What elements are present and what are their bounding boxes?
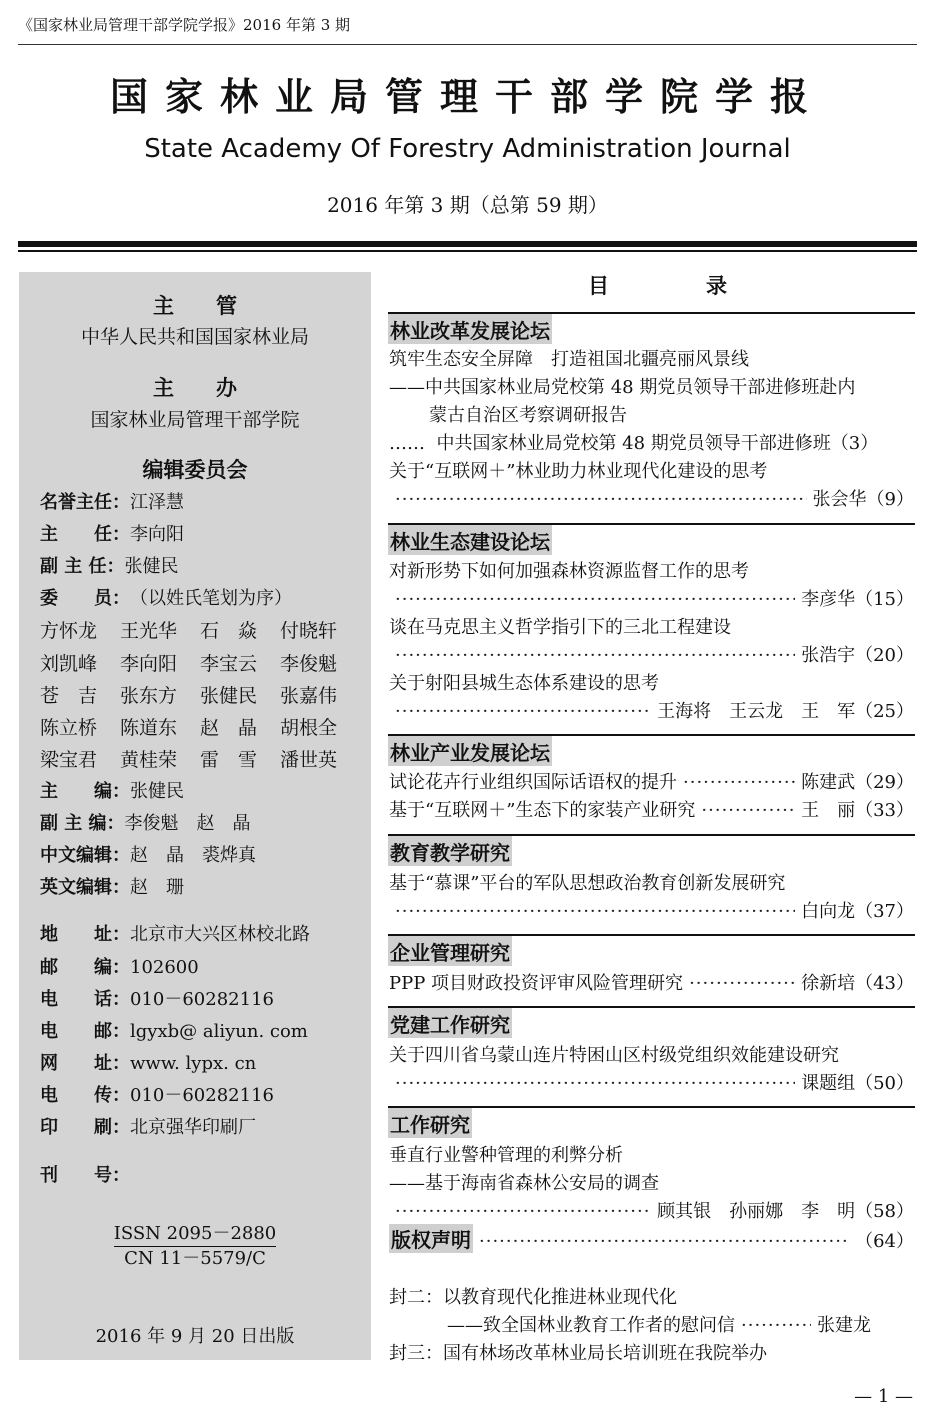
contact-row: 电 话：010－60282116: [40, 989, 274, 1010]
contact-row: 印 刷：北京强华印刷厂: [40, 1117, 256, 1138]
cn-number: CN 11－5579/C: [124, 1248, 266, 1269]
supervisor: 中华人民共和国国家林业局: [80, 326, 309, 348]
toc-entry[interactable]: 试论花卉行业组织国际话语权的提升 ····· 陈建武（29）: [389, 768, 914, 794]
toc-entry-author: ····· 课题组（50）: [389, 1069, 914, 1095]
toc-entry-author: ····· 张浩宇（20）: [389, 641, 914, 667]
issue-line: 2016 年第 3 期（总第 59 期）: [327, 193, 608, 217]
sponsor: 国家林业局管理干部学院: [90, 409, 300, 431]
toc-entry-title[interactable]: 关于四川省乌蒙山连片特困山区村级党组织效能建设研究: [389, 1045, 839, 1066]
toc-entry[interactable]: 基于“互联网＋”生态下的家装产业研究 ····· 王 丽（33）: [389, 796, 914, 822]
sponsor-heading: 主 办: [153, 375, 237, 400]
toc-entry-author: ····· 李彦华（15）: [389, 585, 914, 611]
page-number: — 1 —: [854, 1386, 913, 1407]
toc-entry-title[interactable]: 筑牢生态安全屏障 打造祖国北疆亮丽风景线: [389, 349, 749, 370]
board-heading: 编辑委员会: [142, 457, 248, 482]
toc-entry-author: …… 中共国家林业局党校第 48 期党员领导干部进修班（3）: [389, 433, 879, 454]
issn: ISSN 2095－2880: [114, 1222, 277, 1247]
issn-block: [19, 1222, 371, 1271]
masthead-rule-thin: [18, 250, 917, 252]
toc-entry-title[interactable]: 基于“慕课”平台的军队思想政治教育创新发展研究: [389, 873, 786, 894]
supervisor-heading: 主 管: [153, 293, 237, 318]
cover2-subentry: ——致全国林业教育工作者的慰问信 ····· 张建龙: [389, 1311, 914, 1337]
toc-entry-author: ····· 王海将 王云龙 王 军（25）: [389, 697, 914, 723]
contact-row: 邮 编：102600: [40, 957, 199, 978]
board-row: 主 任：李向阳: [40, 524, 184, 545]
editor-row: 主 编：张健民: [40, 781, 184, 802]
cover3-entry[interactable]: 封三：国有林场改革林业局长培训班在我院举办: [389, 1343, 767, 1364]
member-row: 陈立桥 陈道东 赵 晶 胡根全: [40, 717, 338, 739]
member-row: 梁宝君 黄桂荣 雷 雪 潘世英: [40, 749, 338, 771]
publication-date: 2016 年 9 月 20 日出版: [95, 1326, 295, 1347]
contact-row: 刊 号：: [40, 1165, 130, 1186]
board-row: 副 主 任：张健民: [40, 556, 179, 577]
toc-copyright-entry[interactable]: 版权声明 ····· （64）: [389, 1224, 914, 1253]
toc-entry-title[interactable]: 对新形势下如何加强森林资源监督工作的思考: [389, 561, 749, 582]
toc-entry-subtitle: ——基于海南省森林公安局的调查: [389, 1173, 659, 1194]
toc-entry-title[interactable]: 关于“互联网＋”林业助力林业现代化建设的思考: [389, 461, 768, 482]
toc-section: 企业管理研究: [388, 934, 915, 966]
member-row: 刘凯峰 李向阳 李宝云 李俊魁: [40, 653, 338, 675]
toc-entry[interactable]: PPP 项目财政投资评审风险管理研究 ····· 徐新培（43）: [389, 969, 914, 995]
toc-entry-title[interactable]: 关于射阳县城生态体系建设的思考: [389, 673, 659, 694]
toc-title: 目 录: [588, 273, 765, 298]
editor-row: 英文编辑：赵 珊: [40, 877, 184, 898]
toc-entry-author: ····· 顾其银 孙丽娜 李 明（58）: [389, 1197, 914, 1223]
toc-section: 林业产业发展论坛: [388, 734, 915, 766]
toc-section: 教育教学研究: [388, 834, 915, 866]
member-row: 苍 吉 张东方 张健民 张嘉伟: [40, 685, 338, 707]
toc-section: 林业改革发展论坛: [388, 312, 915, 344]
editor-row: 副 主 编：李俊魁 赵 晶: [40, 813, 251, 834]
toc-entry-title[interactable]: 谈在马克思主义哲学指引下的三北工程建设: [389, 617, 731, 638]
toc-section: 工作研究: [388, 1106, 915, 1138]
contact-row: 电 邮：lgyxb@ aliyun. com: [40, 1021, 308, 1042]
toc-entry-title[interactable]: 垂直行业警种管理的利弊分析: [389, 1145, 623, 1166]
toc-entry-author: ····· 张会华（9）: [389, 485, 914, 511]
board-row: 名誉主任：江泽慧: [40, 492, 184, 513]
toc-entry-subtitle: 蒙古自治区考察调研报告: [429, 405, 627, 426]
toc-entry-author: ····· 白向龙（37）: [389, 897, 914, 923]
journal-title-en: State Academy Of Forestry Administration Journal: [144, 134, 791, 164]
member-row: 方怀龙 王光华 石 焱 付晓轩: [40, 620, 338, 642]
contact-row: 电 传：010－60282116: [40, 1085, 274, 1106]
masthead-rule-thick: [18, 241, 917, 247]
running-head: 《国家林业局管理干部学院学报》2016 年第 3 期: [18, 16, 351, 34]
toc-section: 林业生态建设论坛: [388, 523, 915, 555]
board-row: 委 员：（以姓氏笔划为序）: [40, 588, 292, 609]
contact-row: 网 址：www. lypx. cn: [40, 1053, 257, 1074]
toc-section: 党建工作研究: [388, 1006, 915, 1038]
journal-title: 国家林业局管理干部学院学报: [109, 74, 825, 119]
contact-row: 地 址：北京市大兴区林校北路: [40, 924, 310, 945]
editor-row: 中文编辑：赵 晶 裘烨真: [40, 845, 256, 866]
cover2-entry[interactable]: 封二：以教育现代化推进林业现代化: [389, 1287, 677, 1308]
header-rule: [18, 44, 917, 45]
toc-entry-subtitle: ——中共国家林业局党校第 48 期党员领导干部进修班赴内: [389, 377, 856, 398]
